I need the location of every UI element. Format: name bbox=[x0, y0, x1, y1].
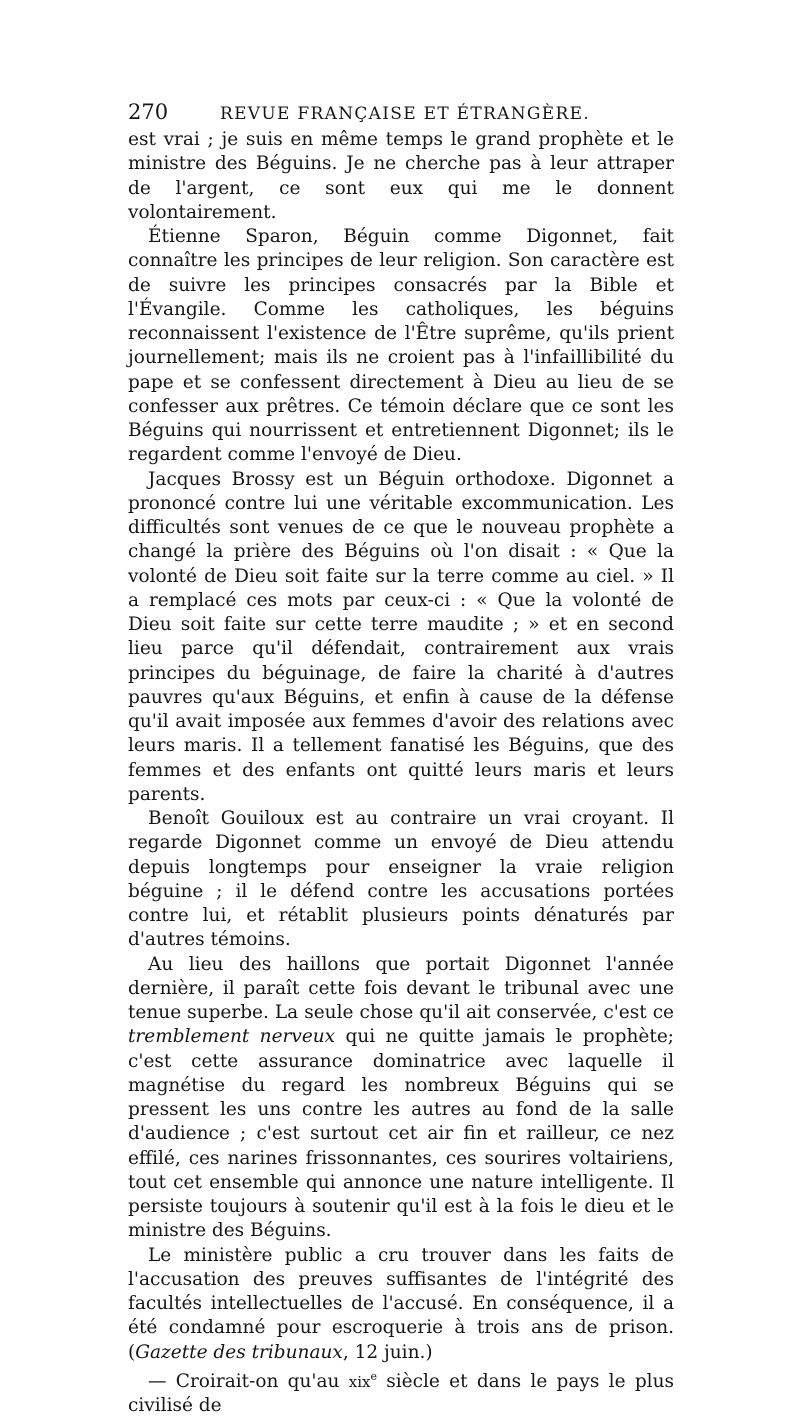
paragraph-description-text-2: qui ne quitte jamais le prophète; c'est cette assurance dominatrice avec laquelle il magnétise du regard les nombreux Béguins qui se pressent les uns contre les autres au fond de la salle d'audience ; c'est surtout cet air fin et railleur, ce nez effilé, ces narines frissonnantes, ces sourires voltairiens, tout cet ensemble qui annonce une nature intelligente. Il persiste toujours à soutenir qu'il est à la fois le dieu et le ministre des Béguins. bbox=[128, 1026, 674, 1242]
page-number: 270 bbox=[128, 100, 169, 124]
century-numeral: xix bbox=[348, 1372, 371, 1391]
paragraph-description-text-1: Au lieu des haillons que portait Digonnet l'année dernière, il paraît cette fois devant le tribunal avec une tenue superbe. La seule chose qu'il ait conservée, c'est ce bbox=[128, 953, 674, 1023]
body-text bbox=[128, 128, 674, 1418]
running-title: REVUE FRANÇAISE ET ÉTRANGÈRE. bbox=[220, 104, 590, 124]
paragraph-next-article bbox=[128, 1365, 674, 1418]
paragraph-verdict-text-1: Le ministère public a cru trouver dans les faits de l'accusation des preuves suffisantes de l'intégrité des facultés intellectuelles de l'accusé. En conséquence, il a été condamné pour escroquerie à trois ans de prison. ( bbox=[128, 1244, 674, 1363]
paragraph-next-article-text-1: — Croirait-on qu'au bbox=[148, 1370, 349, 1392]
source-citation: Gazette des tribunaux bbox=[135, 1341, 343, 1363]
paragraph-sparon: Étienne Sparon, Béguin comme Digonnet, fait connaître les principes de leur religion. Son caractère est de suivre les principes consacrés par la Bible et l'Évangile. Comme les catholiques, les béguins reconnaissent l'existence de l'Être suprême, qu'ils prient journellement; mais ils ne croient pas à l'infaillibilité du pape et se confessent directement à Dieu au lieu de se confesser aux prêtres. Ce témoin déclare que ce sont les Béguins qui nourrissent et entretiennent Digonnet; ils le regardent comme l'envoyé de Dieu. bbox=[128, 226, 674, 466]
paragraph-description bbox=[128, 953, 674, 1244]
paragraph-next-article-text-2: siècle et dans le pays le plus civilisé de bbox=[128, 1370, 674, 1417]
page-header bbox=[128, 96, 674, 128]
book-page bbox=[128, 96, 674, 1418]
italic-phrase: tremblement nerveux bbox=[128, 1026, 336, 1048]
paragraph-gouiloux: Benoît Gouiloux est au contraire un vrai croyant. Il regarde Digonnet comme un envoyé de Dieu attendu depuis longtemps pour enseigner la vraie religion béguine ; il le défend contre les accusations portées contre lui, et rétablit plusieurs points dénaturés par d'autres témoins. bbox=[128, 808, 674, 951]
century-superscript: e bbox=[370, 1369, 377, 1383]
paragraph-verdict bbox=[128, 1244, 674, 1365]
paragraph-testimony-continuation: est vrai ; je suis en même temps le grand prophète et le ministre des Béguins. Je ne cherche pas à leur attraper de l'argent, ce sont eux qui me le donnent volontairement. bbox=[128, 129, 674, 223]
paragraph-brossy: Jacques Brossy est un Béguin orthodoxe. Digonnet a prononcé contre lui une véritable excommunication. Les difficultés sont venues de ce que le nouveau prophète a changé la prière des Béguins où l'on disait : « Que la volonté de Dieu soit faite sur la terre comme au ciel. » Il a remplacé ces mots par ceux-ci : « Que la volonté de Dieu soit faite sur cette terre maudite ; » et en second lieu parce qu'il défendait, contrairement aux vrais principes du béguinage, de faire la charité à d'autres pauvres qu'aux Béguins, et enfin à cause de la défense qu'il avait imposée aux femmes d'avoir des relations avec leurs maris. Il a tellement fanatisé les Béguins, que des femmes et des enfants ont quitté leurs maris et leurs parents. bbox=[128, 468, 674, 805]
paragraph-verdict-text-2: , 12 juin.) bbox=[342, 1341, 433, 1363]
